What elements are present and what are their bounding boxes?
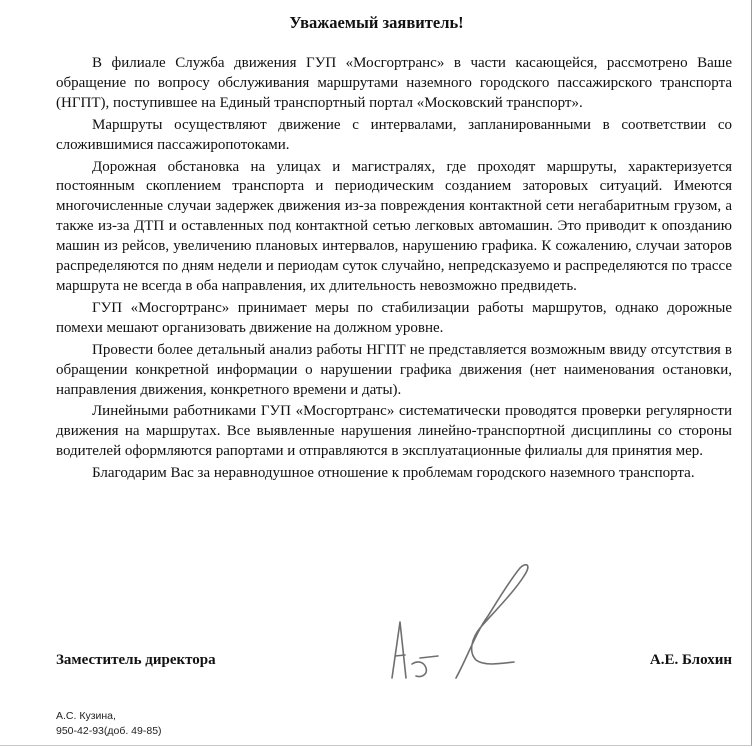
letter-greeting: Уважаемый заявитель! <box>289 13 464 32</box>
letter-body <box>56 54 732 486</box>
executor-phone: 950-42-93(доб. 49-85) <box>56 725 162 737</box>
paragraph-5: Провести более детальный анализ работы НГПТ не представляется возможным ввиду отсутствия в обращении конкретной информации о нарушении графика движения (нет наименования остановки, направления движения, конкретного времени и даты). <box>56 341 732 398</box>
paragraph-6: Линейными работниками ГУП «Мосгортранс» систематически проводятся проверки регулярности движения на маршрутах. Все выявленные нарушения линейно-транспортной дисциплины со стороны водителей оформляются рапортами и отправляются в эксплуатационные филиалы для принятия мер. <box>56 403 732 460</box>
paragraph-1: В филиале Служба движения ГУП «Мосгортранс» в части касающейся, рассмотрено Ваше обращение по вопросу обслуживания маршрутами наземного городского пассажирского транспорта (НГПТ), поступившее на Единый транспортный портал «Московский транспорт». <box>56 55 732 111</box>
executor-name: А.С. Кузина, <box>56 710 116 722</box>
executor-info <box>56 709 162 739</box>
paragraph-4: ГУП «Мосгортранс» принимает меры по стабилизации работы маршрутов, однако дорожные помехи мешают организовать движение на должном уровне. <box>56 299 732 336</box>
signatory-name: А.Е. Блохин <box>649 652 732 668</box>
paragraph-2: Маршруты осуществляют движение с интервалами, запланированными в соответствии со сложившимися пассажиропотоками. <box>56 116 732 153</box>
signatory-position: Заместитель директора <box>56 652 216 668</box>
paragraph-7: Благодарим Вас за неравнодушное отношение к проблемам городского наземного транспорта. <box>92 465 695 482</box>
paragraph-3: Дорожная обстановка на улицах и магистралях, где проходят маршруты, характеризуется постоянным скоплением транспорта и периодическим созданием заторовых ситуаций. Имеются многочисленные случаи задержек движения из-за повреждения контактной сети негабаритным грузом, а также из-за ДТП и оставленных под контактной сетью легковых автомашин. Это приводит к опозданию машин из рейсов, увеличению плановых интервалов, нарушению графика. К сожалению, случаи заторов распределяются по дням недели и периодам суток случайно, непредсказуемо и распределяются по трассе маршрута не всегда в оба направления, их длительность невозможно предвидеть. <box>56 158 732 294</box>
signature-block <box>56 652 732 674</box>
